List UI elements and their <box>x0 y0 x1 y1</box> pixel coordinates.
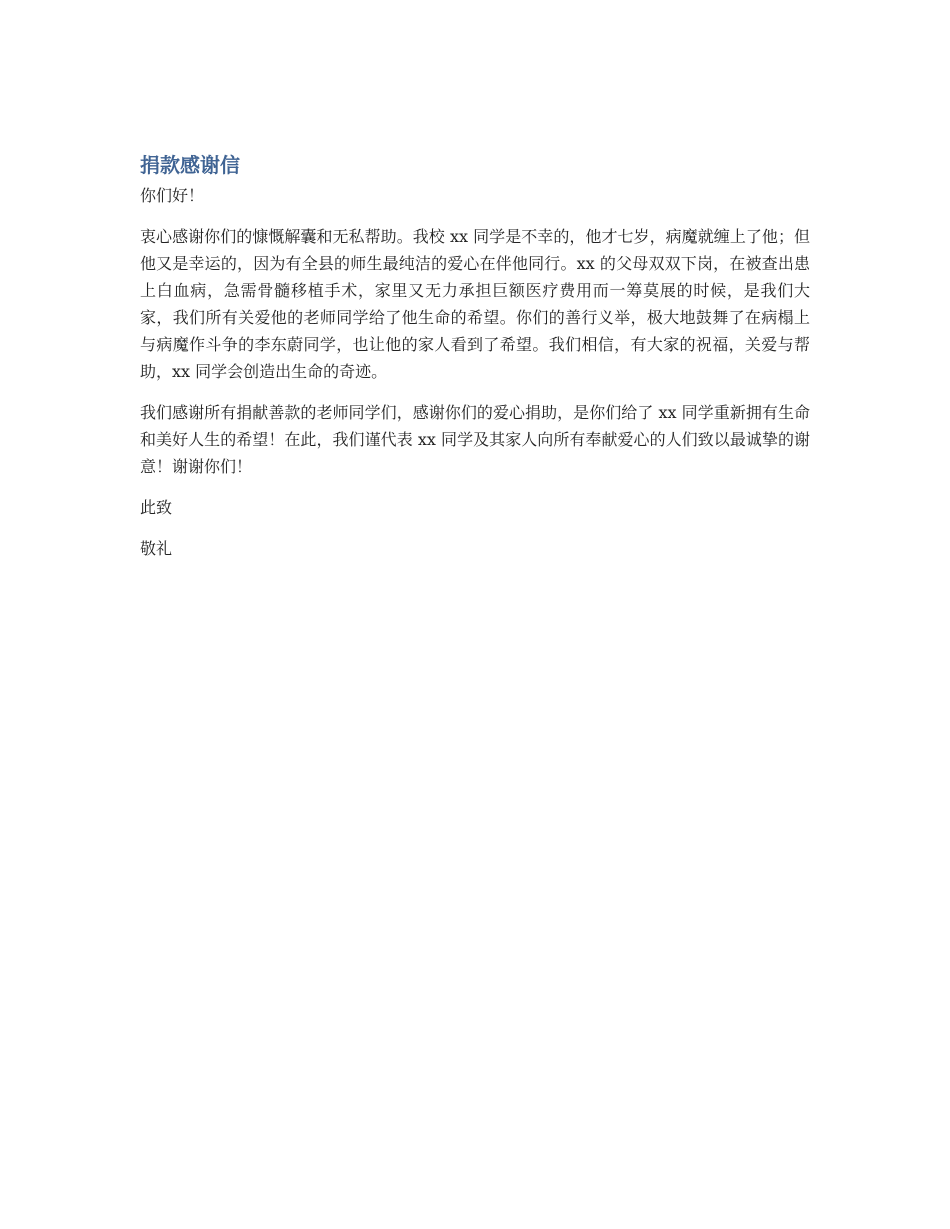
letter-title: 捐款感谢信 <box>140 153 240 177</box>
letter-closing-regards: 敬礼 <box>140 539 173 558</box>
letter-paragraph-2: 我们感谢所有捐献善款的老师同学们，感谢你们的爱心捐助，是你们给了 xx 同学重新拥有生命和美好人生的希望！在此，我们谨代表 xx 同学及其家人向所有奉献爱心的人们致以最诚挚的谢意！谢谢你们！ <box>140 403 810 476</box>
letter-closing-salutation: 此致 <box>140 498 173 517</box>
letter-paragraph-1: 衷心感谢你们的慷慨解囊和无私帮助。我校 xx 同学是不幸的，他才七岁，病魔就缠上了他；但他又是幸运的，因为有全县的师生最纯洁的爱心在伴他同行。xx 的父母双双下岗，在被查出患上白血病，急需骨髓移植手术，家里又无力承担巨额医疗费用而一筹莫展的时候，是我们大家，我们所有关爱他的老师同学给了他生命的希望。你们的善行义举，极大地鼓舞了在病榻上与病魔作斗争的李东蔚同学，也让他的家人看到了希望。我们相信，有大家的祝福，关爱与帮助，xx 同学会创造出生命的奇迹。 <box>140 227 810 381</box>
letter-greeting: 你们好！ <box>140 186 205 205</box>
letter-body <box>140 150 810 576</box>
